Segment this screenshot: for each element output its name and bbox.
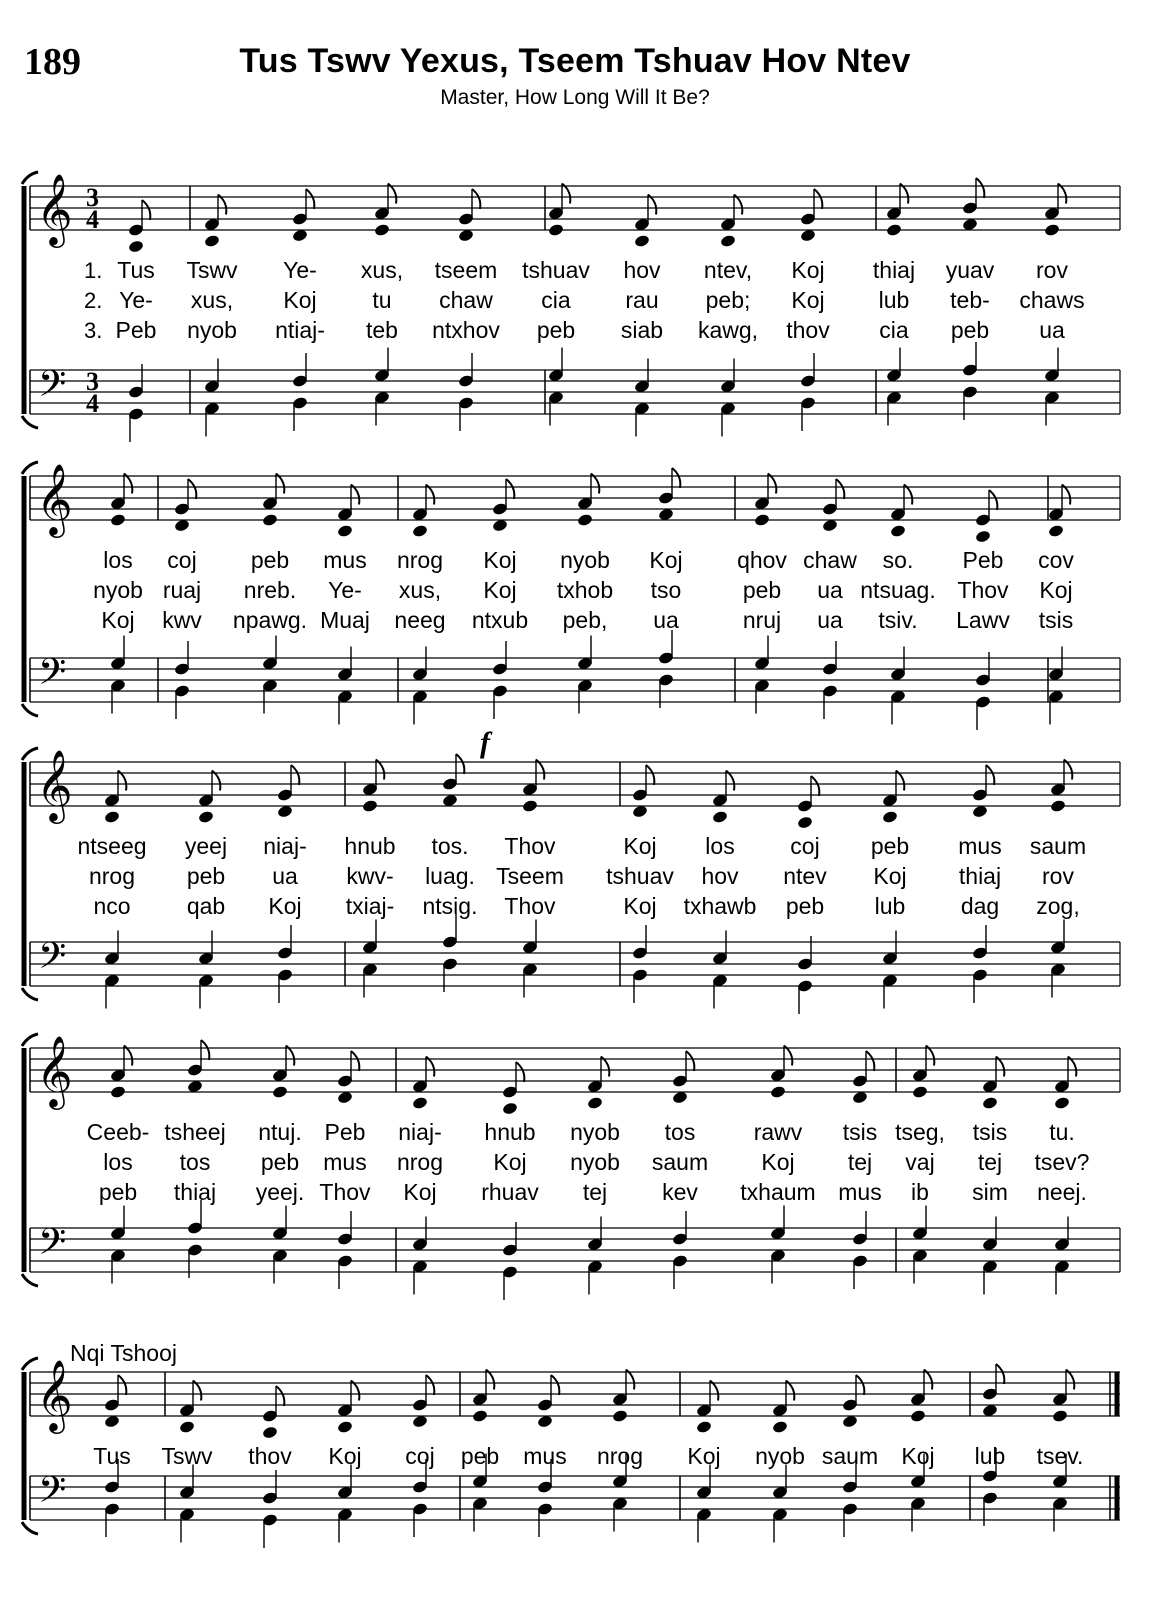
bracket-bottom-hook [22, 1522, 38, 1534]
lyric-syllable: ntxhov [432, 317, 500, 343]
lyric-syllable: tej [582, 1179, 608, 1205]
lyric-syllable: thiaj [958, 863, 1002, 889]
lyric-syllable: lub [878, 287, 910, 313]
note-flag [506, 479, 514, 499]
treble-notehead [1044, 223, 1061, 237]
treble-notehead [772, 1420, 789, 1434]
lyric-syllable: ntsuag. [860, 577, 936, 603]
treble-notehead [502, 1101, 519, 1115]
lyric-syllable: ua [817, 607, 843, 633]
lyric-syllable: rhuav [481, 1179, 539, 1205]
lyric-syllable: Muaj [320, 607, 370, 633]
lyric-syllable: ntsig. [422, 893, 478, 919]
lyric-syllable: Koj [483, 577, 517, 603]
lyric-syllable: nyob [570, 1149, 620, 1175]
treble-notehead [548, 223, 565, 237]
lyric-syllable: tej [977, 1149, 1003, 1175]
treble-notehead [1054, 1096, 1071, 1110]
lyric-syllable: txhaum [740, 1179, 816, 1205]
lyric-syllable: kev [662, 1179, 698, 1205]
lyric-syllable: Tswv [186, 257, 238, 283]
treble-notehead [412, 524, 429, 538]
lyric-syllable: peb [870, 833, 910, 859]
lyric-syllable: rawv [753, 1119, 803, 1145]
lyric-syllable: peb [785, 893, 825, 919]
lyric-syllable: tsis [842, 1119, 878, 1145]
treble-clef: 𝄞 [36, 1358, 73, 1431]
lyric-syllable: txhob [556, 577, 614, 603]
lyric-syllable: txiaj- [345, 893, 395, 919]
treble-clef: 𝄞 [36, 172, 73, 245]
lyric-syllable: lub [974, 1443, 1006, 1469]
treble-notehead [204, 234, 221, 248]
treble-notehead [886, 223, 903, 237]
lyric-syllable: niaj- [263, 833, 307, 859]
lyric-syllable: peb [950, 317, 990, 343]
lyric-syllable: Thov [319, 1179, 371, 1205]
lyric-syllable: zog, [1036, 893, 1080, 919]
lyric-syllable: siab [620, 317, 664, 343]
bass-clef: 𝄢 [38, 1469, 67, 1520]
lyric-syllable: Ye- [328, 577, 362, 603]
lyric-syllable: yeej [184, 833, 228, 859]
treble-notehead [975, 529, 992, 543]
lyric-syllable: peb [98, 1179, 138, 1205]
treble-notehead [262, 513, 279, 527]
lyric-syllable: tseg, [895, 1119, 945, 1145]
lyric-syllable: tos [179, 1149, 211, 1175]
treble-time-signature-top: 3 [86, 183, 99, 212]
lyric-syllable: los [705, 833, 735, 859]
hymn-number: 189 [24, 41, 81, 83]
treble-notehead [179, 1420, 196, 1434]
lyric-syllable: mus [523, 1443, 567, 1469]
lyric-syllable: Koj [1039, 577, 1073, 603]
lyric-syllable: mus [958, 833, 1002, 859]
treble-clef: 𝄞 [36, 748, 73, 821]
lyric-syllable: mus [838, 1179, 882, 1205]
treble-notehead [362, 799, 379, 813]
lyric-syllable: Koj [791, 287, 825, 313]
lyric-syllable: coj [405, 1443, 435, 1469]
lyric-syllable: peb, [562, 607, 608, 633]
lyric-syllable: los [103, 1149, 133, 1175]
lyric-syllable: xus, [360, 257, 404, 283]
lyric-syllable: tu [372, 287, 392, 313]
bass-clef: 𝄢 [38, 651, 67, 702]
lyric-syllable: xus, [398, 577, 442, 603]
lyric-syllable: ntiaj- [275, 317, 325, 343]
bass-time-signature-bottom: 4 [86, 389, 99, 418]
treble-notehead [910, 1409, 927, 1423]
lyric-syllable: npawg. [232, 607, 308, 633]
lyric-syllable: tsiv. [878, 607, 918, 633]
lyric-syllable: tso [650, 577, 682, 603]
lyric-syllable: tshuav [606, 863, 674, 889]
lyric-syllable: Tswv [161, 1443, 213, 1469]
treble-notehead [272, 1085, 289, 1099]
treble-notehead [1052, 1409, 1069, 1423]
note-flag [646, 765, 654, 785]
lyric-syllable: nrog [396, 547, 444, 573]
lyric-syllable: tu. [1049, 1119, 1075, 1145]
treble-notehead [634, 234, 651, 248]
treble-notehead [612, 1409, 629, 1423]
lyric-syllable: nyob [755, 1443, 805, 1469]
lyric-syllable: Peb [115, 317, 157, 343]
note-flag [866, 1051, 874, 1071]
treble-notehead [797, 815, 814, 829]
lyric-syllable: mus [323, 1149, 367, 1175]
lyric-syllable: ntuj. [258, 1119, 302, 1145]
lyric-syllable: peb [460, 1443, 500, 1469]
lyric-syllable: Koj [623, 893, 657, 919]
treble-notehead [587, 1096, 604, 1110]
lyric-syllable: Koj [101, 607, 135, 633]
lyric-syllable: nco [93, 893, 131, 919]
lyric-syllable: cov [1038, 547, 1074, 573]
note-flag [188, 479, 196, 499]
lyric-syllable: tshuav [522, 257, 590, 283]
lyric-syllable: tsis [972, 1119, 1008, 1145]
lyric-syllable: rov [1036, 257, 1068, 283]
bass-clef: 𝄢 [38, 935, 67, 986]
lyric-syllable: sim [972, 1179, 1008, 1205]
lyric-syllable: ua [817, 577, 843, 603]
lyric-syllable: nrog [596, 1443, 644, 1469]
treble-notehead [982, 1096, 999, 1110]
refrain-label: Nqi Tshooj [70, 1340, 177, 1366]
lyric-syllable: Koj [403, 1179, 437, 1205]
lyric-syllable: Tseem [496, 863, 564, 889]
lyric-syllable: Koj [761, 1149, 795, 1175]
lyric-syllable: thiaj [173, 1179, 217, 1205]
note-flag [686, 1051, 694, 1071]
note-flag [856, 1375, 864, 1395]
bass-clef: 𝄢 [38, 363, 67, 414]
lyric-syllable: ntev [783, 863, 827, 889]
note-flag [276, 1386, 284, 1406]
lyric-syllable: luag. [425, 863, 475, 889]
lyric-syllable: ruaj [162, 577, 202, 603]
lyric-syllable: chaw [439, 287, 493, 313]
lyric-syllable: thov [248, 1443, 292, 1469]
lyric-syllable: Peb [324, 1119, 366, 1145]
lyric-syllable: Koj [687, 1443, 721, 1469]
lyric-syllable: Koj [483, 547, 517, 573]
note-flag [142, 200, 150, 220]
treble-notehead [754, 513, 771, 527]
treble-notehead [577, 513, 594, 527]
lyric-syllable: niaj- [398, 1119, 442, 1145]
lyric-syllable: rau [625, 287, 659, 313]
lyric-syllable: tsev? [1034, 1149, 1090, 1175]
lyric-syllable: saum [1029, 833, 1087, 859]
lyric-syllable: yuav [945, 257, 995, 283]
lyric-syllable: qhov [737, 547, 787, 573]
note-flag [814, 189, 822, 209]
lyric-syllable: Koj [873, 863, 907, 889]
treble-notehead [770, 1085, 787, 1099]
lyric-syllable: teb- [950, 287, 990, 313]
verse-number: 3. [84, 318, 103, 343]
lyric-syllable: Koj [901, 1443, 935, 1469]
lyric-syllable: tej [847, 1149, 873, 1175]
lyric-syllable: Koj [791, 257, 825, 283]
note-flag [672, 468, 680, 488]
lyric-syllable: saum [651, 1149, 709, 1175]
lyric-syllable: Koj [493, 1149, 527, 1175]
treble-notehead [912, 1085, 929, 1099]
lyric-syllable: Ceeb- [86, 1119, 150, 1145]
treble-notehead [1048, 524, 1065, 538]
lyric-syllable: saum [821, 1443, 879, 1469]
lyric-syllable: txhawb [683, 893, 757, 919]
note-flag [426, 1375, 434, 1395]
treble-notehead [374, 223, 391, 237]
lyric-syllable: tsis [1038, 607, 1074, 633]
note-flag [811, 776, 819, 796]
lyric-syllable: coj [790, 833, 820, 859]
treble-notehead [110, 513, 127, 527]
lyric-syllable: cia [879, 317, 909, 343]
lyric-syllable: kwv [162, 607, 202, 633]
lyric-syllable: vaj [905, 1149, 935, 1175]
lyric-syllable: Thov [957, 577, 1009, 603]
lyric-syllable: nyob [570, 1119, 620, 1145]
lyric-syllable: ua [272, 863, 298, 889]
treble-notehead [198, 810, 215, 824]
lyric-syllable: nyob [93, 577, 143, 603]
lyric-syllable: Thov [504, 893, 556, 919]
note-flag [291, 765, 299, 785]
bass-time-signature-top: 3 [86, 367, 99, 396]
treble-notehead [696, 1420, 713, 1434]
lyric-syllable: nruj [742, 607, 782, 633]
lyric-syllable: los [103, 547, 133, 573]
lyric-syllable: chaw [803, 547, 857, 573]
lyric-syllable: lub [874, 893, 906, 919]
lyric-syllable: Tus [93, 1443, 131, 1469]
lyric-syllable: Ye- [283, 257, 317, 283]
lyric-syllable: tseem [434, 257, 498, 283]
lyric-syllable: ntev, [703, 257, 753, 283]
note-flag [989, 490, 997, 510]
lyric-syllable: qab [186, 893, 226, 919]
lyric-syllable: Koj [649, 547, 683, 573]
verse-number: 2. [84, 288, 103, 313]
treble-notehead [337, 524, 354, 538]
lyric-syllable: Thov [504, 833, 556, 859]
lyric-syllable: nreb. [243, 577, 297, 603]
bracket-bottom-hook [22, 988, 38, 1000]
lyric-syllable: ntxub [471, 607, 529, 633]
treble-notehead [337, 1420, 354, 1434]
lyric-syllable: Koj [283, 287, 317, 313]
lyric-syllable: ib [911, 1179, 929, 1205]
lyric-syllable: peb [742, 577, 782, 603]
lyric-syllable: peb [536, 317, 576, 343]
treble-clef: 𝄞 [36, 1034, 73, 1107]
bass-clef: 𝄢 [38, 1221, 67, 1272]
treble-notehead [720, 234, 737, 248]
lyric-syllable: Koj [328, 1443, 362, 1469]
lyric-syllable: neeg [394, 607, 446, 633]
lyric-syllable: peb [260, 1149, 300, 1175]
lyric-syllable: Ye- [119, 287, 153, 313]
note-flag [306, 189, 314, 209]
treble-notehead [712, 810, 729, 824]
verse-number: 1. [84, 258, 103, 283]
lyric-syllable: hnub [484, 1119, 536, 1145]
lyric-syllable: nyob [187, 317, 237, 343]
lyric-syllable: hov [701, 863, 739, 889]
lyric-syllable: Koj [268, 893, 302, 919]
treble-time-signature-bottom: 4 [86, 205, 99, 234]
lyric-syllable: dag [960, 893, 1000, 919]
bracket-bottom-hook [22, 704, 38, 716]
lyric-syllable: coj [167, 547, 197, 573]
treble-notehead [110, 1085, 127, 1099]
lyric-syllable: xus, [190, 287, 234, 313]
lyric-syllable: thiaj [872, 257, 916, 283]
note-flag [996, 1364, 1004, 1384]
lyric-syllable: rov [1042, 863, 1074, 889]
treble-notehead [262, 1425, 279, 1439]
treble-notehead [128, 239, 145, 253]
hymn-title: Tus Tswv Yexus, Tseem Tshuav Hov Ntev [239, 42, 911, 80]
lyric-syllable: nrog [88, 863, 136, 889]
lyric-syllable: hnub [344, 833, 396, 859]
lyric-syllable: tsev. [1036, 1443, 1084, 1469]
lyric-syllable: tos. [431, 833, 469, 859]
lyric-syllable: thov [786, 317, 830, 343]
note-flag [551, 1375, 559, 1395]
hymn-subtitle: Master, How Long Will It Be? [440, 86, 710, 109]
lyric-syllable: neej. [1037, 1179, 1087, 1205]
lyric-syllable: peb [186, 863, 226, 889]
lyric-syllable: yeej. [255, 1179, 305, 1205]
note-flag [472, 189, 480, 209]
lyric-syllable: teb [366, 317, 398, 343]
lyric-syllable: Lawv [956, 607, 1010, 633]
bracket-bottom-hook [22, 1274, 38, 1286]
lyric-syllable: ua [653, 607, 679, 633]
lyric-syllable: tos [664, 1119, 696, 1145]
treble-notehead [890, 524, 907, 538]
lyric-syllable: peb; [705, 287, 751, 313]
lyric-syllable: hov [623, 257, 661, 283]
lyric-syllable: Koj [623, 833, 657, 859]
lyric-syllable: so. [882, 547, 914, 573]
lyric-syllable: cia [541, 287, 571, 313]
treble-notehead [472, 1409, 489, 1423]
lyric-syllable: chaws [1019, 287, 1085, 313]
treble-clef: 𝄞 [36, 462, 73, 535]
lyric-syllable: nyob [560, 547, 610, 573]
note-flag [836, 479, 844, 499]
lyric-syllable: Tus [117, 257, 155, 283]
lyric-syllable: ntseeg [77, 833, 147, 859]
dynamic-marking: f [480, 726, 490, 759]
lyric-syllable: tsheej [164, 1119, 226, 1145]
note-flag [201, 1040, 209, 1060]
treble-notehead [882, 810, 899, 824]
lyric-syllable: mus [323, 547, 367, 573]
lyric-syllable: peb [250, 547, 290, 573]
treble-notehead [104, 810, 121, 824]
lyric-syllable: kwv- [346, 863, 394, 889]
note-flag [986, 765, 994, 785]
treble-notehead [1050, 799, 1067, 813]
note-flag [118, 1375, 126, 1395]
lyric-syllable: Peb [962, 547, 1004, 573]
lyric-syllable: kawg, [697, 317, 759, 343]
note-flag [516, 1062, 524, 1082]
treble-notehead [522, 799, 539, 813]
lyric-syllable: nrog [396, 1149, 444, 1175]
note-flag [351, 1051, 359, 1071]
lyric-syllable: ua [1039, 317, 1065, 343]
treble-notehead [412, 1096, 429, 1110]
note-flag [976, 178, 984, 198]
bracket-bottom-hook [22, 416, 38, 428]
note-flag [456, 754, 464, 774]
